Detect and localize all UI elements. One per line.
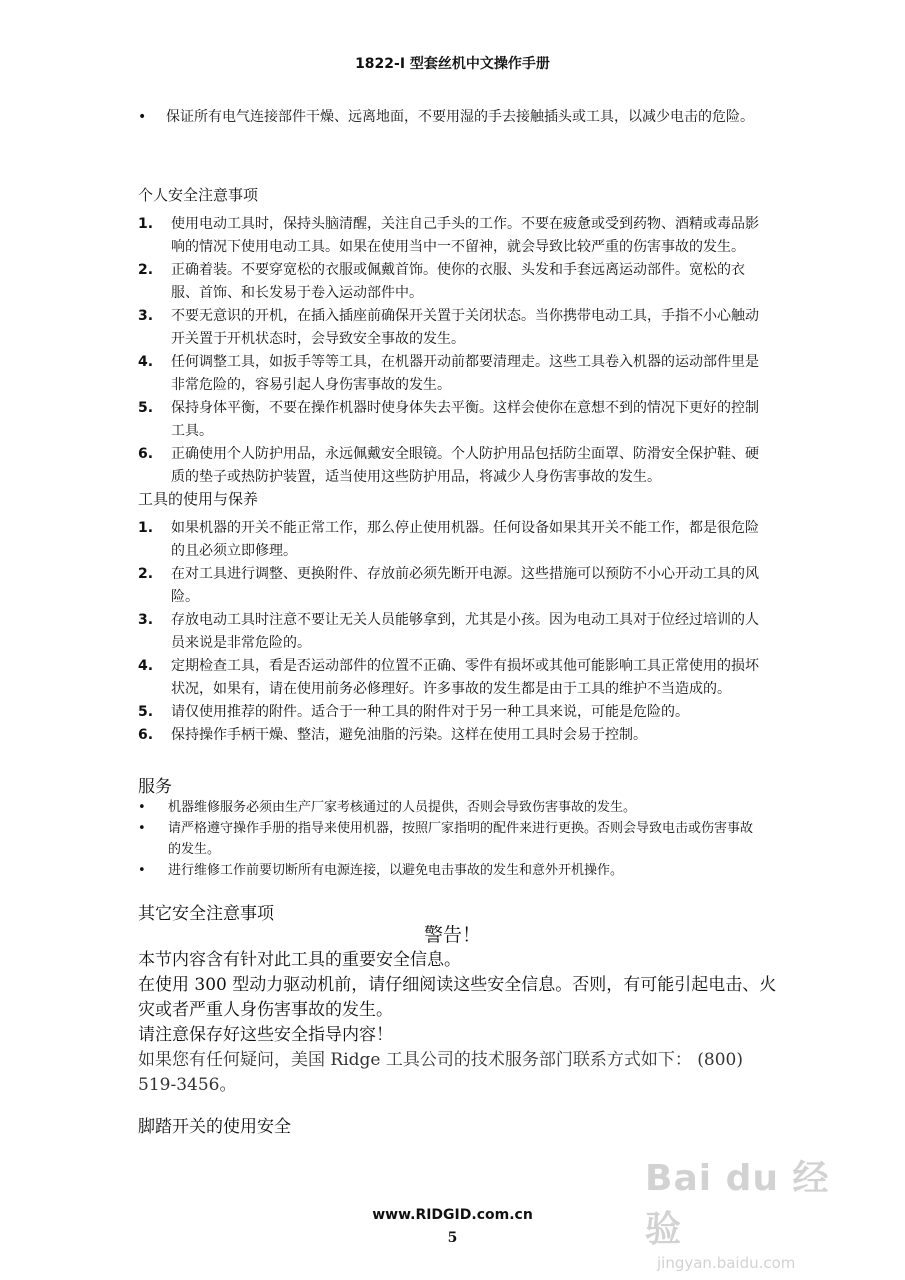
item-text: 存放电动工具时注意不要让无关人员能够拿到，尤其是小孩。因为电动工具对于位经过培训的人员来说是非常危险的。 [171,612,759,651]
list-item [138,305,767,351]
item-number: 4. [138,658,154,674]
warning-line-3: 请注意保存好这些安全指导内容！ [138,1025,393,1045]
list-item [138,818,764,860]
item-number: 2. [138,566,154,582]
page-header: 1822-I 型套丝机中文操作手册 [355,56,550,72]
foot-switch-heading: 脚踏开关的使用安全 [138,1117,291,1137]
list-item [138,517,767,563]
bullet-marker: • [138,800,146,815]
service-list [138,797,764,881]
item-text: 如果机器的开关不能正常工作，那么停止使用机器。任何设备如果其开关不能工作，都是很危险的且必须立即修理。 [171,520,759,559]
item-number: 3. [138,612,154,628]
item-number: 5. [138,400,154,416]
list-item [138,563,767,609]
list-item [138,397,767,443]
list-item [138,351,767,397]
bullet-marker: • [138,821,146,836]
item-number: 6. [138,446,154,462]
warning-title: 警告！ [423,924,481,946]
tool-care-list [138,517,767,747]
personal-safety-heading: 个人安全注意事项 [138,186,259,204]
item-text: 正确着装。不要穿宽松的衣服或佩戴首饰。使你的衣服、头发和手套远离运动部件。宽松的衣服、首饰、和长发易于卷入运动部件中。 [171,262,745,301]
item-text: 任何调整工具，如扳手等等工具，在机器开动前都要清理走。这些工具卷入机器的运动部件里是非常危险的，容易引起人身伤害事故的发生。 [171,354,759,393]
watermark-logo: Bai du 经验 [645,1158,830,1250]
list-item [138,860,764,881]
warning-line-2: 在使用 300 型动力驱动机前，请仔细阅读这些安全信息。否则，有可能引起电击、火灾或者严重人身伤害事故的发生。 [138,975,777,1020]
item-text: 请仅使用推荐的附件。适合于一种工具的附件对于另一种工具来说，可能是危险的。 [171,704,689,720]
item-text: 保持操作手柄干燥、整洁，避免油脂的污染。这样在使用工具时会易于控制。 [171,727,647,743]
warning-body [138,948,778,1098]
list-item [138,701,767,724]
item-text: 不要无意识的开机，在插入插座前确保开关置于关闭状态。当你携带电动工具，手指不小心触动开关置于开机状态时，会导致安全事故的发生。 [171,308,759,347]
item-text: 进行维修工作前要切断所有电源连接，以避免电击事故的发生和意外开机操作。 [168,863,624,878]
list-item [138,609,767,655]
item-text: 正确使用个人防护用品，永远佩戴安全眼镜。个人防护用品包括防尘面罩、防滑安全保护鞋、硬质的垫子或热防护装置，适当使用这些防护用品，将减少人身伤害事故的发生。 [171,446,759,485]
item-text: 定期检查工具，看是否运动部件的位置不正确、零件有损坏或其他可能影响工具正常使用的损坏状况，如果有，请在使用前务必修理好。许多事故的发生都是由于工具的维护不当造成的。 [171,658,759,697]
item-text: 在对工具进行调整、更换附件、存放前必须先断开电源。这些措施可以预防不小心开动工具的风险。 [171,566,759,605]
page-number: 5 [447,1230,458,1246]
list-item [138,655,767,701]
list-item [138,724,767,747]
service-heading: 服务 [138,777,172,797]
list-item [138,443,767,489]
list-item [138,213,767,259]
item-text: 机器维修服务必须由生产厂家考核通过的人员提供，否则会导致伤害事故的发生。 [168,800,637,815]
item-number: 3. [138,308,154,324]
item-number: 4. [138,354,154,370]
watermark [645,1150,845,1272]
footer-url: www.RIDGID.com.cn [372,1207,533,1223]
item-number: 1. [138,216,154,232]
item-text: 使用电动工具时，保持头脑清醒，关注自己手头的工作。不要在疲惫或受到药物、酒精或毒品影响的情况下使用电动工具。如果在使用当中一不留神，就会导致比较严重的伤害事故的发生。 [171,216,759,255]
bullet-marker: • [138,109,147,125]
item-number: 6. [138,727,154,743]
item-number: 1. [138,520,154,536]
intro-bullet-text: 保证所有电气连接部件干燥、远离地面，不要用湿的手去接触插头或工具，以减少电击的危险。 [166,109,754,125]
item-number: 2. [138,262,154,278]
item-text: 请严格遵守操作手册的指导来使用机器，按照厂家指明的配件来进行更换。否则会导致电击或伤害事故的发生。 [168,821,754,857]
item-text: 保持身体平衡，不要在操作机器时使身体失去平衡。这样会使你在意想不到的情况下更好的控制工具。 [171,400,759,439]
warning-line-1: 本节内容含有针对此工具的重要安全信息。 [138,950,461,970]
list-item [138,259,767,305]
tool-care-heading: 工具的使用与保养 [138,490,259,508]
bullet-marker: • [138,863,146,878]
list-item [138,797,764,818]
intro-bullet [138,106,768,129]
watermark-url: jingyan.baidu.com [657,1254,796,1272]
item-number: 5. [138,704,154,720]
personal-safety-list [138,213,767,489]
contact-line: 如果您有任何疑问，美国 Ridge 工具公司的技术服务部门联系方式如下： (800) 519-3456。 [138,1050,743,1095]
other-safety-heading: 其它安全注意事项 [138,904,274,924]
